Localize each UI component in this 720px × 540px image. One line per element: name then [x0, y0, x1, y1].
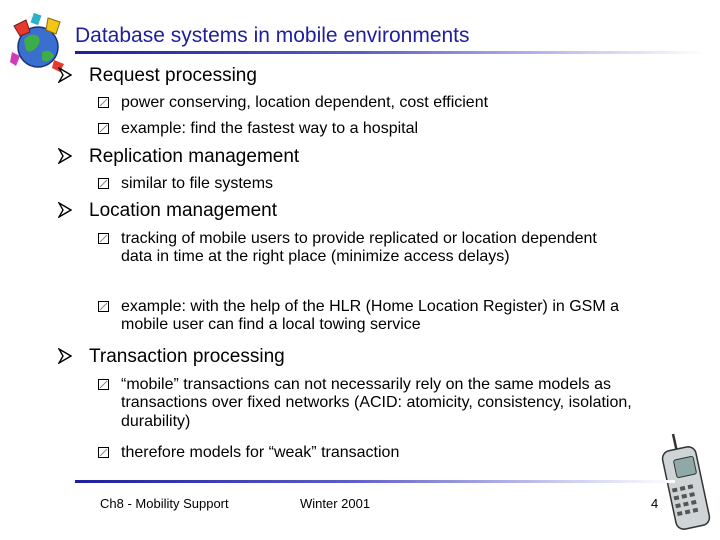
bullet-heading: Request processing	[89, 65, 257, 86]
square-bullet-icon	[98, 97, 109, 108]
bullet-heading: Transaction processing	[89, 346, 285, 367]
footer-chapter: Ch8 - Mobility Support	[100, 496, 229, 511]
arrow-bullet-icon	[58, 202, 72, 218]
globe-logo-icon	[8, 12, 66, 74]
arrow-bullet-icon	[58, 148, 72, 164]
sub-bullet-text: tracking of mobile users to provide replicated or location dependent data in time at the right place (minimize access delays)	[121, 230, 597, 266]
sub-bullet-text: therefore models for “weak” transaction	[121, 444, 400, 461]
sub-bullet-text: example: with the help of the HLR (Home Location Register) in GSM a mobile user can find a local towing service	[121, 298, 620, 334]
title-underline	[75, 51, 705, 54]
bullet-heading: Location management	[89, 200, 278, 221]
arrow-bullet-icon	[58, 67, 72, 83]
bullet-heading: Replication management	[89, 146, 300, 167]
square-bullet-icon	[98, 379, 109, 390]
sub-bullet-text: “mobile” transactions can not necessarily rely on the same models as transactions over fixed networks (ACID: atomicity, consistency, isolation, durability)	[121, 376, 632, 430]
square-bullet-icon	[98, 447, 109, 458]
square-bullet-icon	[98, 233, 109, 244]
square-bullet-icon	[98, 301, 109, 312]
slide-title: Database systems in mobile environments	[75, 24, 470, 47]
arrow-bullet-icon	[58, 348, 72, 364]
square-bullet-icon	[98, 178, 109, 189]
footer-date: Winter 2001	[300, 496, 371, 511]
footer-rule	[75, 480, 675, 483]
sub-bullet-text: similar to file systems	[121, 175, 274, 192]
square-bullet-icon	[98, 123, 109, 134]
sub-bullet-text: example: find the fastest way to a hospital	[121, 120, 419, 137]
sub-bullet-text: power conserving, location dependent, cost efficient	[121, 94, 489, 111]
footer-page-number: 4	[651, 496, 659, 511]
